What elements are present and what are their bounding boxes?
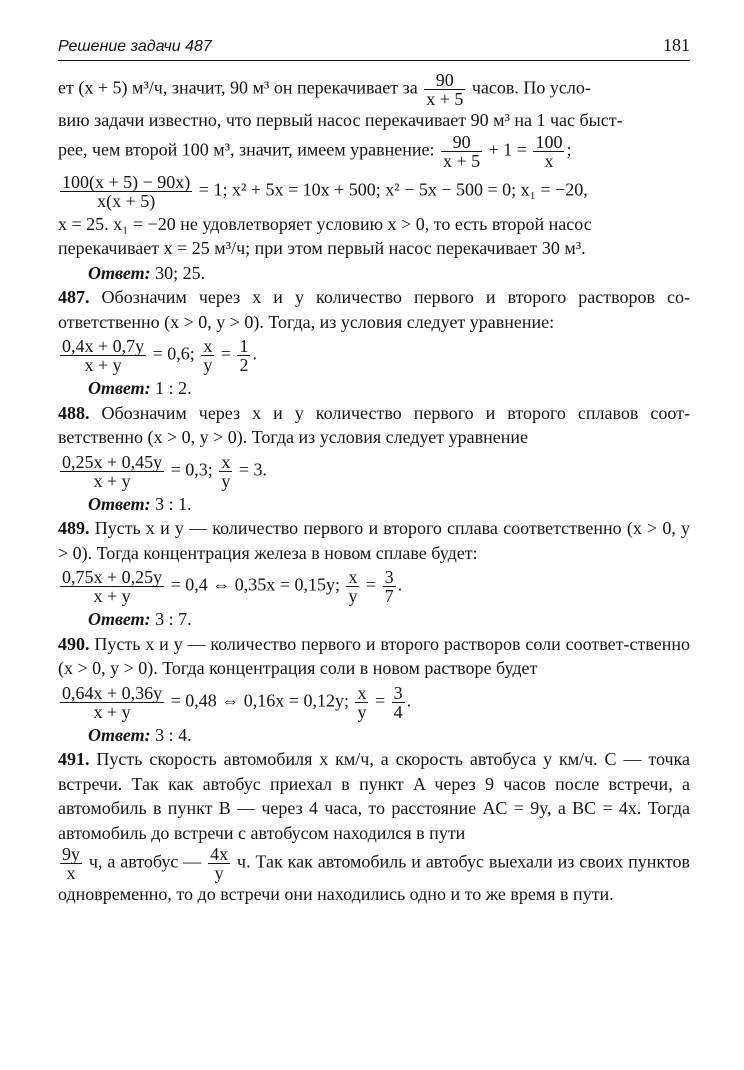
problem-489 <box>58 516 690 565</box>
text: ; <box>566 139 572 160</box>
text: Пусть x и y — количество первого и второго сплава соответственно (x > 0, y > 0). Тогда концентрация железа в новом сплаве будет: <box>58 518 691 563</box>
numerator: 100(x + 5) − 90x) <box>62 171 191 192</box>
text: рее, чем второй 100 м³, значит, имеем уравнение: <box>58 139 435 160</box>
running-header <box>58 30 690 56</box>
numerator: 0,64x + 0,36y <box>62 682 163 703</box>
fraction <box>355 684 368 721</box>
answer-value: 1 : 2. <box>155 378 192 398</box>
denominator: y <box>214 863 224 883</box>
numerator: 90 <box>441 133 482 152</box>
section-title: Решение задачи 487 <box>58 38 212 55</box>
numerator: 90 <box>424 71 465 90</box>
answer-label: Ответ: <box>88 724 151 745</box>
equation <box>58 453 690 490</box>
equation <box>58 173 690 210</box>
problem-490 <box>58 632 690 681</box>
answer-488 <box>58 492 690 517</box>
denominator: y <box>221 470 231 491</box>
text: = 1; x² + 5x = 10x + 500; x² − 5x − 500 = 0; x₁ = −20, <box>198 179 588 200</box>
numerator: 0,25x + 0,45y <box>62 451 163 472</box>
answer-label: Ответ: <box>88 262 151 283</box>
answer-486 <box>58 261 690 286</box>
text: = 0,3; <box>170 459 213 480</box>
denominator: 7 <box>384 586 394 606</box>
answer-value: 30; 25. <box>155 262 206 283</box>
text: = 0,6; <box>152 343 195 364</box>
denominator: x + y <box>93 586 131 606</box>
text: Обозначим через x и y количество первого и второго растворов со-ответственно (x > 0, y > 0). Тогда, из условия следует уравнение: <box>58 287 690 332</box>
page <box>58 30 690 907</box>
solution-486-line: вию задачи известно, что первый насос перекачивает 90 м³ на 1 час быст- <box>58 110 623 130</box>
denominator: 4 <box>393 701 403 722</box>
solution-486-line: перекачивает x = 25 м³/ч; при этом первый насос перекачивает 30 м³. <box>58 238 586 258</box>
fraction <box>60 568 164 605</box>
answer-label: Ответ: <box>88 378 151 398</box>
solution-486-line <box>58 133 690 170</box>
problem-491 <box>58 747 690 845</box>
denominator: x + y <box>93 470 131 491</box>
text: Пусть x и y — количество первого и второго растворов соли соответ-ственно (x > 0, y > 0). Тогда концентрация соли в новом растворе будет <box>58 633 690 678</box>
problem-491-cont <box>58 845 690 907</box>
fraction <box>533 133 564 170</box>
text: ч. Так как автомобиль и автобус выехали из своих пунктов одновременно, то до встречи они находились одно и то же время в пути. <box>58 851 691 904</box>
problem-number: 488. <box>58 402 90 423</box>
fraction <box>383 568 396 605</box>
problem-487 <box>58 285 690 334</box>
denominator: y <box>203 355 213 375</box>
fraction <box>201 337 214 374</box>
denominator: y <box>357 701 367 722</box>
equation <box>58 684 690 721</box>
answer-value: 3 : 7. <box>155 609 192 629</box>
solution-486-line: x = 25. x₁ = −20 не удовлетворяет условию x > 0, то есть второй насос <box>58 213 592 234</box>
denominator: x(x + 5) <box>97 190 156 211</box>
fraction <box>392 684 405 721</box>
problem-number: 489. <box>58 518 90 538</box>
denominator: y <box>348 586 358 606</box>
text: ч, а автобус — <box>88 851 202 872</box>
answer-value: 3 : 4. <box>155 724 192 745</box>
denominator: x + y <box>84 355 122 375</box>
fraction <box>60 845 82 882</box>
numerator: 0,75x + 0,25y <box>62 567 163 587</box>
numerator: x <box>221 451 231 472</box>
numerator: x <box>203 336 213 356</box>
denominator: x <box>544 150 554 171</box>
text: + 1 = <box>488 139 527 160</box>
answer-value: 3 : 1. <box>155 493 192 514</box>
numerator: 9y <box>62 844 80 864</box>
denominator: x + y <box>93 701 131 722</box>
fraction <box>441 133 482 170</box>
text: Пусть скорость автомобиля x км/ч, а скорость автобуса y км/ч. C — точка встречи. Так как автобус приехал в пункт A через 9 часов после встречи, а автомобиль в пункт B — через 4 часа, то расстояние AC = 9y, а BC = 4x. Тогда автомобиль до встречи с автобусом находился в пути <box>58 749 691 843</box>
fraction <box>219 453 232 490</box>
numerator: 0,4x + 0,7y <box>62 336 145 356</box>
text: = <box>220 343 231 364</box>
fraction <box>424 71 465 108</box>
problem-number: 490. <box>58 633 90 654</box>
text: . <box>397 574 403 595</box>
answer-487 <box>58 376 690 401</box>
text: = 0,48 ⇔ 0,16x = 0,12y; <box>170 690 349 711</box>
numerator: 100 <box>535 131 563 152</box>
denominator: x + 5 <box>426 89 464 109</box>
answer-489 <box>58 607 690 632</box>
problem-number: 491. <box>58 749 90 769</box>
numerator: 3 <box>393 682 403 703</box>
header-rule <box>58 60 690 61</box>
fraction <box>60 173 192 210</box>
fraction <box>208 845 230 882</box>
fraction <box>60 453 164 490</box>
equation <box>58 337 690 374</box>
numerator: 4x <box>210 844 229 864</box>
numerator: 3 <box>384 567 394 587</box>
denominator: 2 <box>239 355 249 375</box>
fraction <box>60 337 146 374</box>
problem-number: 487. <box>58 287 90 307</box>
fraction <box>60 684 164 721</box>
text: = <box>374 690 386 711</box>
solution-486-line <box>58 71 690 108</box>
text: . <box>406 690 412 711</box>
numerator: x <box>348 567 358 587</box>
denominator: x + 5 <box>442 150 481 171</box>
text: ет (x + 5) м³/ч, значит, 90 м³ он перекачивает за <box>58 77 418 98</box>
page-number: 181 <box>663 35 690 55</box>
numerator: 1 <box>239 336 249 356</box>
numerator: x <box>357 682 367 703</box>
equation <box>58 568 690 605</box>
fraction <box>346 568 359 605</box>
text: . <box>252 343 257 364</box>
denominator: x <box>66 863 76 883</box>
text: Обозначим через x и y количество первого и второго сплавов соот-ветственно (x > 0, y > 0). Тогда из условия следует уравнение <box>58 402 691 447</box>
problem-488 <box>58 401 690 450</box>
answer-label: Ответ: <box>88 609 151 629</box>
text: = <box>365 574 377 595</box>
fraction <box>237 337 250 374</box>
text: = 0,4 ⇔ 0,35x = 0,15y; <box>170 574 340 595</box>
text: = 3. <box>238 459 267 480</box>
text: часов. По усло- <box>471 77 591 98</box>
answer-490 <box>58 723 690 748</box>
answer-label: Ответ: <box>88 493 151 514</box>
